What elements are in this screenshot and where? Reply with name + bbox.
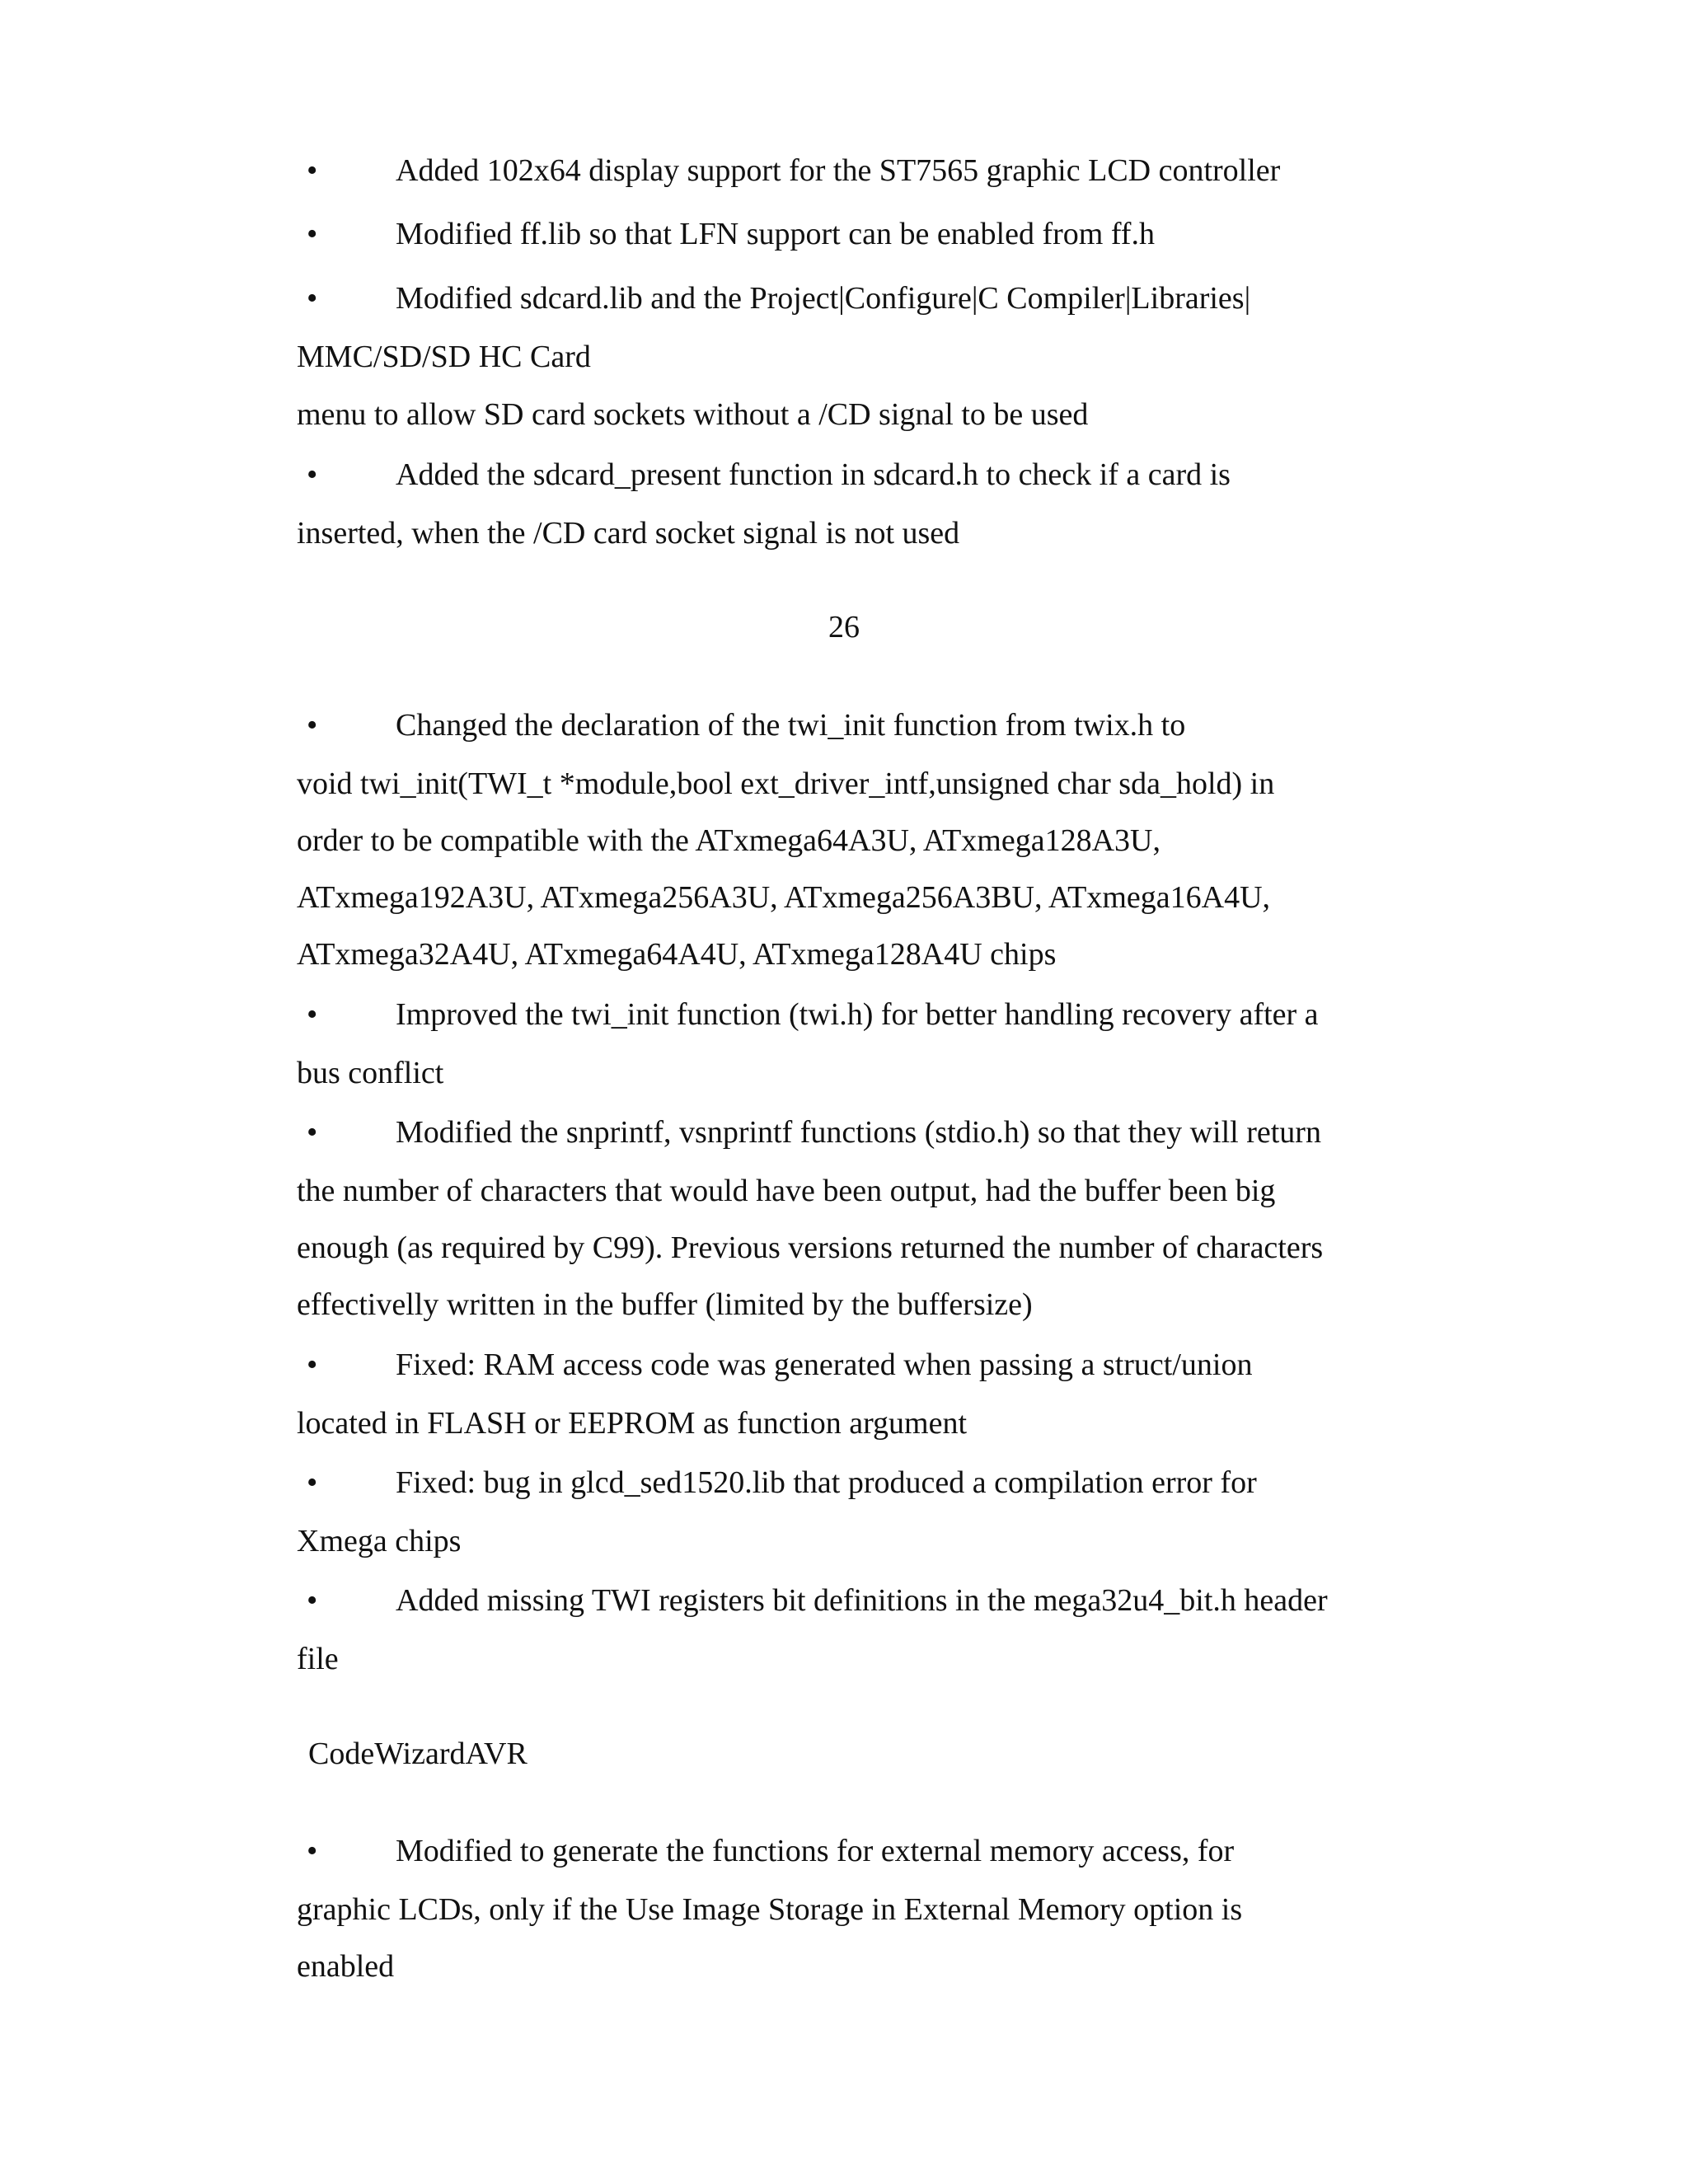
- list-item-text: Improved the twi_init function (twi.h) for better handling recovery after a: [396, 997, 1319, 1032]
- list-item-text: Modified to generate the functions for external memory access, for: [396, 1834, 1235, 1868]
- list-item-continuation: MMC/SD/SD HC Card: [297, 340, 591, 374]
- list-item-continuation: Xmega chips: [297, 1524, 462, 1558]
- list-item-text: Modified sdcard.lib and the Project|Configure|C Compiler|Libraries|: [396, 281, 1251, 316]
- list-item-continuation: enabled: [297, 1949, 395, 1984]
- list-item-continuation: order to be compatible with the ATxmega64A3U, ATxmega128A3U,: [297, 823, 1160, 858]
- list-item-continuation: void twi_init(TWI_t *module,bool ext_driver_intf,unsigned char sda_hold) in: [297, 766, 1275, 801]
- bullet-marker: •: [307, 997, 318, 1032]
- section-heading: CodeWizardAVR: [308, 1736, 528, 1771]
- bullet-marker: •: [307, 281, 318, 316]
- bullet-marker: •: [307, 1115, 318, 1150]
- page-number: 26: [828, 610, 860, 644]
- bullet-marker: •: [307, 1347, 318, 1382]
- bullet-marker: •: [307, 153, 318, 188]
- bullet-marker: •: [307, 217, 318, 251]
- list-item-continuation: ATxmega32A4U, ATxmega64A4U, ATxmega128A4U chips: [297, 937, 1057, 972]
- bullet-marker: •: [307, 457, 318, 492]
- list-item-text: Modified the snprintf, vsnprintf functions (stdio.h) so that they will return: [396, 1115, 1321, 1150]
- list-item-continuation: enough (as required by C99). Previous versions returned the number of characters: [297, 1230, 1324, 1265]
- list-item-continuation: file: [297, 1642, 339, 1676]
- list-item-text: Added 102x64 display support for the ST7565 graphic LCD controller: [396, 153, 1281, 188]
- bullet-marker: •: [307, 1465, 318, 1500]
- list-item-continuation: bus conflict: [297, 1056, 444, 1090]
- list-item-text: Modified ff.lib so that LFN support can be enabled from ff.h: [396, 217, 1155, 251]
- list-item-continuation: graphic LCDs, only if the Use Image Storage in External Memory option is: [297, 1892, 1243, 1927]
- list-item-text: Fixed: bug in glcd_sed1520.lib that produced a compilation error for: [396, 1465, 1257, 1500]
- list-item-continuation: effectivelly written in the buffer (limited by the buffersize): [297, 1287, 1033, 1322]
- bullet-marker: •: [307, 1583, 318, 1618]
- list-item-continuation: inserted, when the /CD card socket signal is not used: [297, 516, 960, 551]
- list-item-text: Added the sdcard_present function in sdcard.h to check if a card is: [396, 457, 1231, 492]
- list-item-text: Changed the declaration of the twi_init function from twix.h to: [396, 708, 1186, 743]
- list-item-continuation: menu to allow SD card sockets without a /CD signal to be used: [297, 397, 1089, 432]
- list-item-text: Added missing TWI registers bit definitions in the mega32u4_bit.h header: [396, 1583, 1328, 1618]
- bullet-marker: •: [307, 1834, 318, 1868]
- bullet-marker: •: [307, 708, 318, 743]
- list-item-continuation: ATxmega192A3U, ATxmega256A3U, ATxmega256A3BU, ATxmega16A4U,: [297, 880, 1271, 915]
- list-item-text: Fixed: RAM access code was generated when passing a struct/union: [396, 1347, 1253, 1382]
- list-item-continuation: the number of characters that would have been output, had the buffer been big: [297, 1174, 1276, 1208]
- list-item-continuation: located in FLASH or EEPROM as function argument: [297, 1406, 968, 1441]
